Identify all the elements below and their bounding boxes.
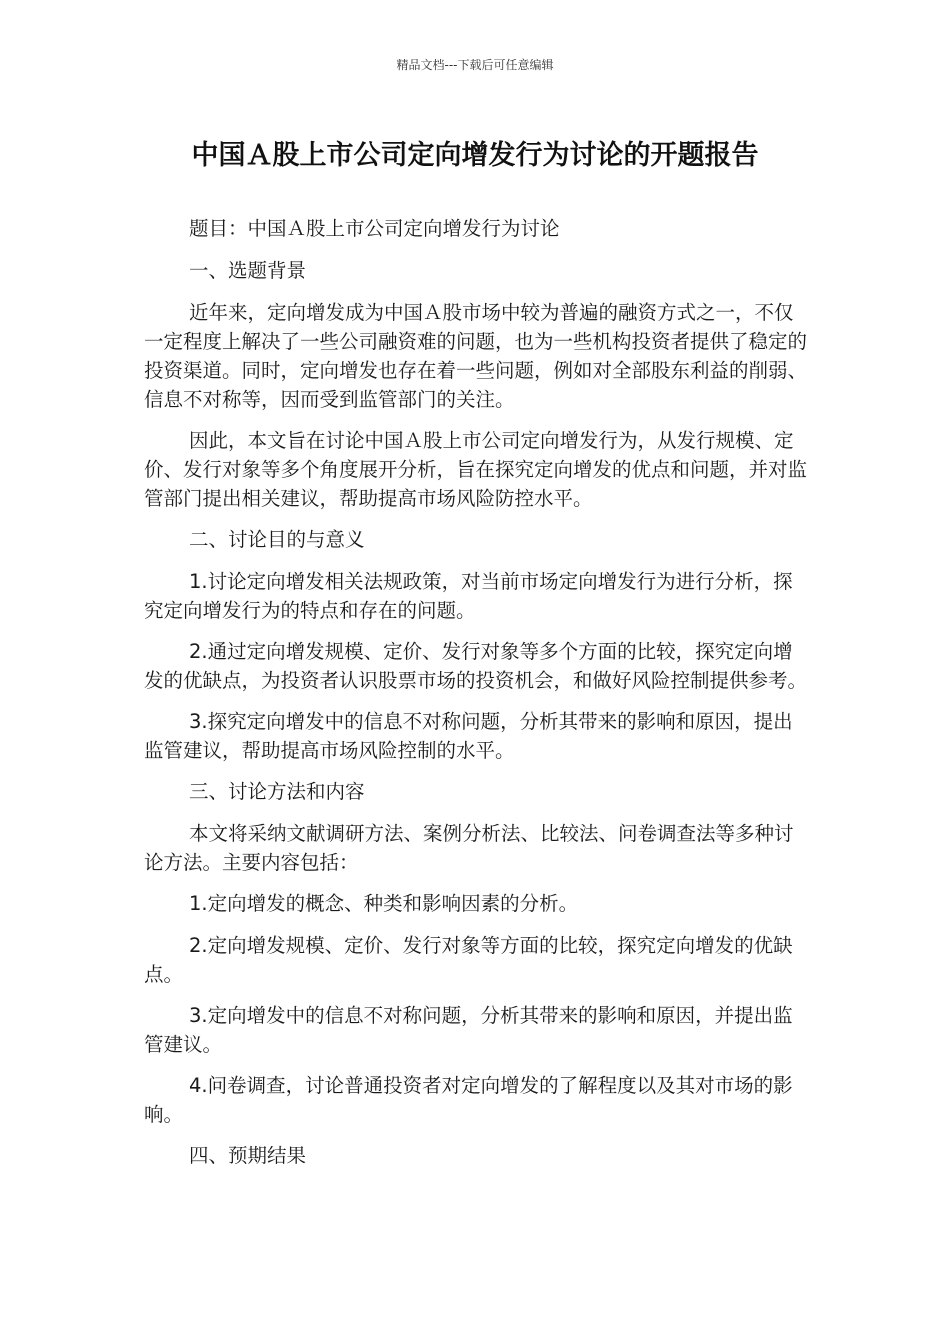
methods-intro: 本文将采纳文献调研方法、案例分析法、比较法、问卷调查法等多种讨论方法。主要内容包括：: [144, 822, 794, 874]
content-item-2: 2.定向增发规模、定价、发行对象等方面的比较，探究定向增发的优缺点。: [144, 934, 793, 986]
document-body: [144, 214, 808, 1183]
content-item-3: 3.定向增发中的信息不对称问题，分析其带来的影响和原因，并提出监管建议。: [144, 1004, 793, 1056]
purpose-item-3: 3.探究定向增发中的信息不对称问题，分析其带来的影响和原因，提出监管建议，帮助提高市场风险控制的水平。: [144, 710, 793, 762]
paragraph-background-2: 因此，本文旨在讨论中国Ａ股上市公司定向增发行为，从发行规模、定价、发行对象等多个角度展开分析，旨在探究定向增发的优点和问题，并对监管部门提出相关建议，帮助提高市场风险防控水平。: [144, 429, 808, 510]
section-heading-background: 一、选题背景: [189, 259, 307, 282]
section-heading-expected-results: 四、预期结果: [189, 1144, 307, 1167]
section-heading-methods: 三、讨论方法和内容: [189, 780, 365, 803]
document-title: 中国Ａ股上市公司定向增发行为讨论的开题报告: [191, 140, 759, 171]
content-item-4: 4.问卷调查，讨论普通投资者对定向增发的了解程度以及其对市场的影响。: [144, 1074, 793, 1126]
paragraph-background-1: 近年来，定向增发成为中国Ａ股市场中较为普遍的融资方式之一，不仅一定程度上解决了一些公司融资难的问题，也为一些机构投资者提供了稳定的投资渠道。同时，定向增发也存在着一些问题，例如对全部股东利益的削弱、信息不对称等，因而受到监管部门的关注。: [144, 301, 808, 411]
section-heading-purpose: 二、讨论目的与意义: [189, 528, 365, 551]
content-item-1: 1.定向增发的概念、种类和影响因素的分析。: [189, 892, 579, 915]
purpose-item-1: 1.讨论定向增发相关法规政策，对当前市场定向增发行为进行分析，探究定向增发行为的特点和存在的问题。: [144, 570, 793, 622]
purpose-item-2: 2.通过定向增发规模、定价、发行对象等多个方面的比较，探究定向增发的优缺点，为投资者认识股票市场的投资机会，和做好风险控制提供参考。: [144, 640, 808, 692]
page-header-watermark: 精品文档---下载后可任意编辑: [396, 58, 554, 72]
topic-line: 题目：中国Ａ股上市公司定向增发行为讨论: [189, 217, 560, 240]
